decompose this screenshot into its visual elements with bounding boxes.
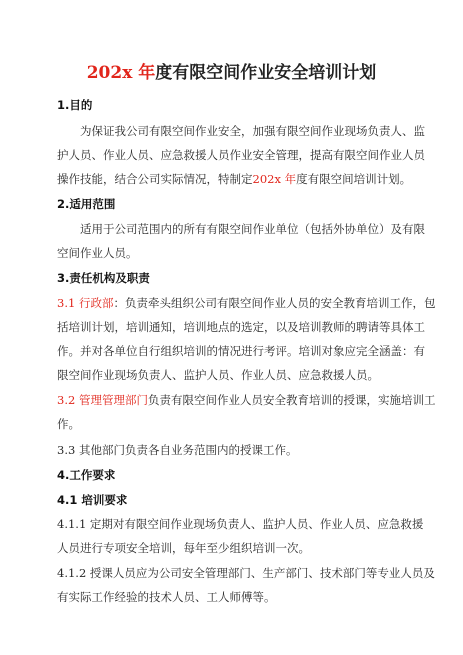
section-4-heading: 4.工作要求 — [57, 468, 116, 482]
section-3-2-line-2: 作。 — [57, 417, 80, 431]
section-3-2-number: 3.2 — [57, 393, 79, 407]
section-3-1-line-2: 括培训计划，培训通知，培训地点的选定，以及培训教师的聘请等具体工 — [57, 320, 425, 334]
section-2-line-2: 空间作业人员。 — [57, 246, 138, 260]
section-1-year: 202x 年 — [252, 172, 297, 186]
section-3-2-line-1 — [57, 392, 435, 408]
section-1-line-3 — [57, 171, 411, 187]
section-3-2-rest: 负责有限空间作业人员安全教育培训的授课，实施培训工 — [147, 393, 436, 407]
section-3-heading: 3.责任机构及职责 — [57, 271, 150, 285]
section-1-line-2: 护人员、作业人员、应急救援人员作业安全管理，提高有限空间作业人员 — [57, 148, 425, 162]
section-3-1-line-1 — [57, 295, 435, 311]
section-4-1-1-line-2: 人员进行专项安全培训，每年至少组织培训一次。 — [57, 541, 310, 555]
section-2-line-1: 适用于公司范围内的所有有限空间作业单位（包括外协单位）及有限 — [80, 222, 425, 236]
section-1-heading: 1.目的 — [57, 98, 93, 112]
section-3-1-line-4: 限空间作业现场负责人、监护人员、作业人员、应急救援人员。 — [57, 368, 379, 382]
section-3-1-line-3: 作。并对各单位自行组织培训的情况进行考评。培训对象应完全涵盖：有 — [57, 344, 425, 358]
document-title — [0, 58, 463, 83]
section-3-1-number: 3.1 — [57, 296, 79, 310]
section-1-line-3-b: 度有限空间培训计划。 — [296, 172, 412, 186]
section-4-1-heading: 4.1 培训要求 — [57, 493, 128, 507]
section-4-1-1-line-1: 4.1.1 定期对有限空间作业现场负责人、监护人员、作业人员、应急救援 — [57, 517, 424, 531]
title-text: 度有限空间作业安全培训计划 — [155, 63, 377, 83]
section-3-1-rest: ：负责牵头组织公司有限空间作业人员的安全教育培训工作，包 — [113, 296, 436, 310]
section-1-line-3-a: 操作技能，结合公司实际情况，特制定 — [57, 172, 253, 186]
section-3-2-dept: 管理管理部门 — [78, 393, 148, 407]
section-2-heading: 2.适用范围 — [57, 197, 116, 211]
section-1-line-1: 为保证我公司有限空间作业安全，加强有限空间作业现场负责人、监 — [80, 124, 425, 138]
title-year: 202x 年 — [86, 63, 156, 83]
section-4-1-2-line-2: 有实际工作经验的技术人员、工人师傅等。 — [57, 590, 276, 604]
section-3-3-line-1: 3.3 其他部门负责各自业务范围内的授课工作。 — [57, 443, 298, 457]
section-3-1-dept: 行政部 — [78, 296, 114, 310]
section-4-1-2-line-1: 4.1.2 授课人员应为公司安全管理部门、生产部门、技术部门等专业人员及 — [57, 566, 435, 580]
